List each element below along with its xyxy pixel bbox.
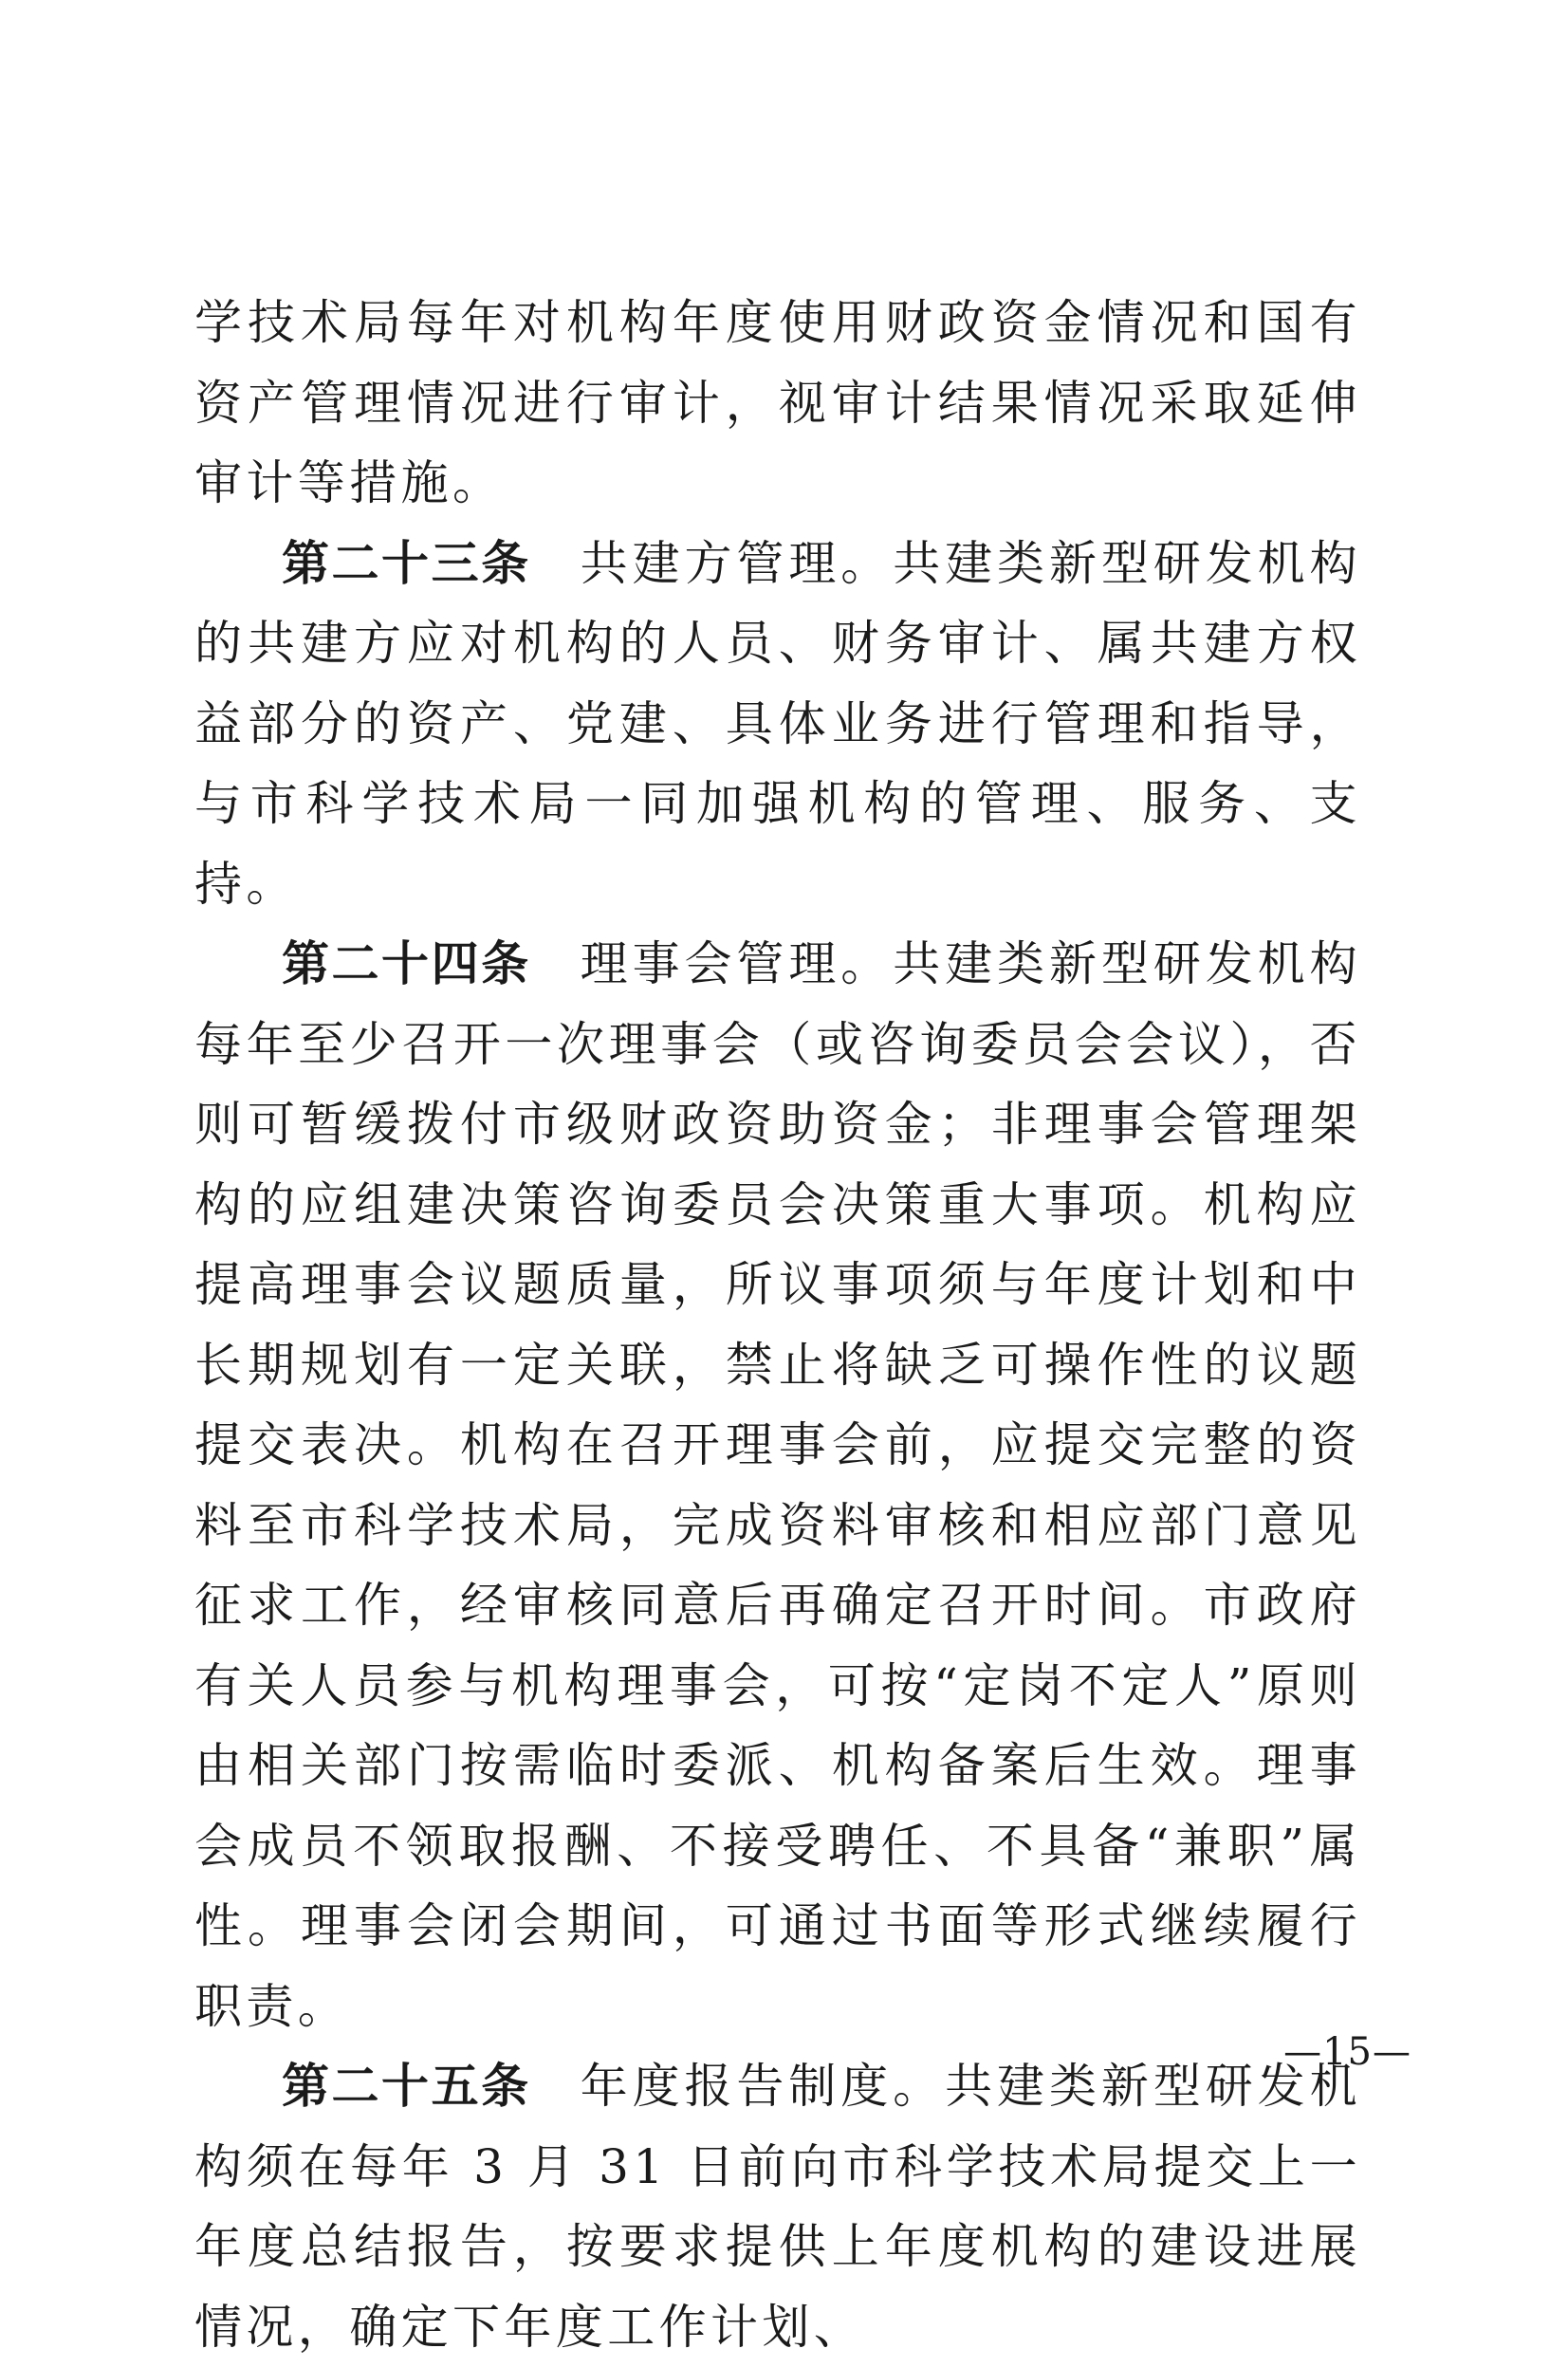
article-number: 第二十五条 (282, 2058, 531, 2114)
article-number: 第二十四条 (282, 935, 531, 991)
paragraph-text: 共建方管理。共建类新型研发机构的共建方应对机构的人员、财务审计、属共建方权益部分的资产、党建、具体业务进行管理和指导，与市科学技术局一同加强机构的管理、服务、支持。 (194, 535, 1362, 912)
paragraph-text: 学技术局每年对机构年度使用财政资金情况和国有资产管理情况进行审计，视审计结果情况采取延伸审计等措施。 (194, 295, 1361, 510)
paragraph-text: 理事会管理。共建类新型研发机构每年至少召开一次理事会（或咨询委员会会议），否则可暂缓拨付市级财政资助资金；非理事会管理架构的应组建决策咨询委员会决策重大事项。机构应提高理事会议题质量，所议事项须与年度计划和中长期规划有一定关联，禁止将缺乏可操作性的议题提交表决。机构在召开理事会前，应提交完整的资料至市科学技术局，完成资料审核和相应部门意见征求工作，经审核同意后再确定召开时间。市政府有关人员参与机构理事会，可按“定岗不定人”原则由相关部门按需临时委派、机构备案后生效。理事会成员不领取报酬、不接受聘任、不具备“兼职”属性。理事会闭会期间，可通过书面等形式继续履行职责。 (194, 936, 1362, 2034)
page-number: —15— (1283, 2030, 1411, 2074)
article-24-paragraph (194, 924, 1361, 2046)
article-number: 第二十三条 (282, 534, 531, 591)
paragraph-continuation (194, 283, 1361, 524)
body-text (194, 283, 1361, 2367)
paragraph-text: 年度报告制度。共建类新型研发机构须在每年 3 月 31 日前向市科学技术局提交上一年度总结报告，按要求提供上年度机构的建设进展情况，确定下年度工作计划、 (194, 2059, 1362, 2355)
article-25-paragraph (194, 2046, 1361, 2367)
article-23-paragraph (194, 524, 1361, 925)
